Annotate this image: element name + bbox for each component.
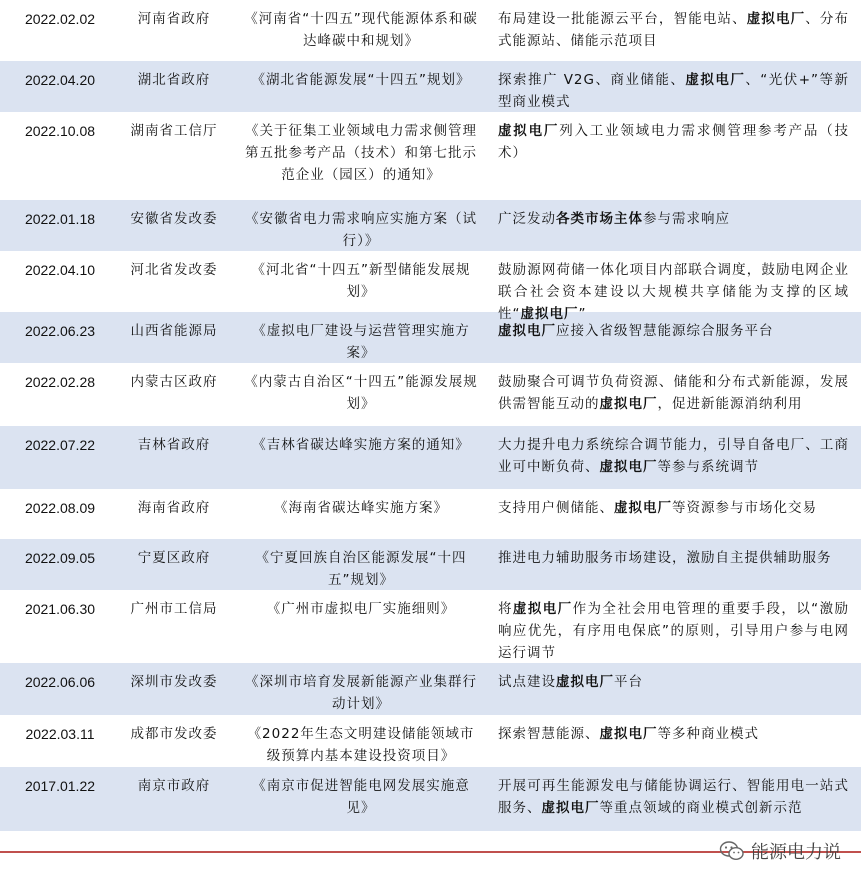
measure-text: 开展可再生能源发电与储能协调运行、智能用电一站式服务、 (498, 778, 849, 816)
measure-cell (490, 312, 861, 363)
date-cell: 2022.03.11 (25, 726, 95, 742)
document-cell: 《关于征集工业领域电力需求侧管理第五批参考产品（技术）和第七批示范企业（园区）的通知》 (245, 123, 477, 183)
date-cell: 2022.06.06 (24, 674, 96, 690)
measure-text: 参与需求响应 (643, 211, 730, 227)
highlight-text: 虚拟电厂 (685, 72, 746, 88)
measure-text: 鼓励源网荷储一体化项目内部联合调度，鼓励电网企业联合社会资本建设以大规模共享储能为支撑的区域性“ (498, 262, 849, 322)
highlight-text: 虚拟电厂 (498, 123, 560, 139)
measure-text: 、分布式能源站、储能示范项目 (498, 11, 850, 49)
document-cell: 《宁夏回族自治区能源发展“十四五”规划》 (255, 550, 467, 588)
document-cell: 《吉林省碳达峰实施方案的通知》 (252, 437, 470, 453)
issuer-cell: 吉林省政府 (137, 437, 211, 453)
measure-text: 等资源参与市场化交易 (672, 500, 817, 516)
measure-cell (490, 767, 861, 831)
issuer-cell: 河南省政府 (137, 11, 211, 27)
table-row (0, 312, 861, 363)
date-cell: 2022.01.18 (24, 211, 96, 227)
measure-text: 布局建设一批能源云平台，智能电站、 (498, 11, 747, 27)
date-cell: 2022.09.05 (24, 550, 96, 566)
measure-text: 、“光伏+”等新型商业模式 (498, 72, 850, 110)
issuer-cell: 南京市政府 (137, 778, 211, 794)
table-row (0, 767, 861, 831)
measure-cell (490, 112, 861, 200)
table-row (0, 715, 861, 767)
measure-text: 平台 (614, 674, 643, 690)
highlight-text: 虚拟电厂 (498, 323, 556, 339)
issuer-cell: 河北省发改委 (130, 262, 218, 278)
measure-cell (490, 715, 861, 767)
highlight-text: 虚拟电厂 (512, 601, 573, 617)
document-cell: 《南京市促进智能电网发展实施意见》 (252, 778, 470, 816)
issuer-cell: 深圳市发改委 (130, 674, 218, 690)
measure-cell (490, 590, 861, 663)
table-row (0, 663, 861, 715)
issuer-cell: 内蒙古区政府 (130, 374, 218, 390)
highlight-text: 虚拟电厂 (614, 500, 672, 516)
date-cell: 2022.02.02 (24, 11, 96, 27)
table-row (0, 200, 861, 251)
table-row (0, 61, 861, 112)
table-row (0, 363, 861, 426)
measure-text: 鼓励聚合可调节负荷资源、储能和分布式新能源，发展供需智能互动的 (498, 374, 849, 412)
measure-text: 广泛发动 (498, 211, 556, 227)
highlight-text: 虚拟电厂 (520, 306, 579, 322)
date-cell: 2021.06.30 (24, 601, 96, 617)
document-cell: 《2022年生态文明建设储能领域市级预算内基本建设投资项目》 (247, 726, 475, 764)
date-cell: 2022.04.10 (24, 262, 96, 278)
measure-text: ，促进新能源消纳利用 (657, 396, 803, 412)
measure-cell (490, 61, 861, 112)
date-cell: 2022.02.28 (24, 374, 96, 390)
document-cell: 《内蒙古自治区“十四五”能源发展规划》 (244, 374, 478, 412)
measure-text: ” (578, 306, 587, 322)
date-cell: 2022.08.09 (24, 500, 96, 516)
date-cell: 2022.06.23 (24, 323, 96, 339)
measure-cell (490, 539, 861, 590)
measure-text: 探索智慧能源、 (498, 726, 600, 742)
issuer-cell: 海南省政府 (137, 500, 211, 516)
measure-cell (490, 663, 861, 715)
measure-text: 作为全社会用电管理的重要手段，以“激励响应优先，有序用电保底”的原则，引导用户参与电网运行调节 (498, 601, 850, 661)
measure-cell (490, 363, 861, 426)
date-cell: 2017.01.22 (24, 778, 96, 794)
table-row (0, 489, 861, 539)
issuer-cell: 山西省能源局 (130, 323, 218, 339)
watermark-text: 能源电力说 (751, 842, 841, 863)
measure-text: 等参与系统调节 (657, 459, 759, 475)
date-cell: 2022.10.08 (24, 123, 96, 139)
issuer-cell: 安徽省发改委 (130, 211, 218, 227)
measure-text: 大力提升电力系统综合调节能力，引导自备电厂、工商业可中断负荷、 (498, 437, 849, 475)
document-cell: 《广州市虚拟电厂实施细则》 (266, 601, 456, 617)
issuer-cell: 湖北省政府 (137, 72, 211, 88)
measure-text: 支持用户侧储能、 (498, 500, 614, 516)
table-row (0, 426, 861, 489)
issuer-cell: 成都市发改委 (130, 726, 218, 742)
measure-cell (490, 251, 861, 322)
highlight-text: 虚拟电厂 (599, 459, 658, 475)
date-cell: 2022.07.22 (24, 437, 96, 453)
highlight-text: 虚拟电厂 (556, 674, 614, 690)
measure-cell (490, 426, 861, 489)
date-cell: 2022.04.20 (24, 72, 96, 88)
document-cell: 《河南省“十四五”现代能源体系和碳达峰碳中和规划》 (244, 11, 478, 49)
highlight-text: 虚拟电厂 (541, 800, 600, 816)
measure-text: 等重点领域的商业模式创新示范 (599, 800, 803, 816)
measure-cell (490, 200, 861, 251)
measure-text: 等多种商业模式 (657, 726, 759, 742)
table-row (0, 539, 861, 590)
measure-text: 探索推广 V2G、商业储能、 (498, 72, 686, 88)
document-cell: 《安徽省电力需求响应实施方案（试行）》 (245, 211, 477, 249)
document-cell: 《湖北省能源发展“十四五”规划》 (251, 72, 471, 88)
measure-text: 将 (498, 601, 513, 617)
watermark (719, 838, 841, 864)
measure-text: 应接入省级智慧能源综合服务平台 (556, 323, 774, 339)
highlight-text: 虚拟电厂 (599, 396, 658, 412)
table-row (0, 251, 861, 322)
measure-text: 推进电力辅助服务市场建设，激励自主提供辅助服务 (498, 550, 832, 566)
table-row (0, 0, 861, 61)
wechat-icon (719, 840, 745, 862)
highlight-text: 虚拟电厂 (746, 11, 806, 27)
measure-cell (490, 489, 861, 539)
highlight-text: 各类市场主体 (556, 211, 643, 227)
issuer-cell: 宁夏区政府 (137, 550, 211, 566)
document-cell: 《河北省“十四五”新型储能发展规划》 (251, 262, 471, 300)
issuer-cell: 湖南省工信厅 (130, 123, 218, 139)
document-cell: 《虚拟电厂建设与运营管理实施方案》 (252, 323, 470, 361)
highlight-text: 虚拟电厂 (599, 726, 658, 742)
table-row (0, 112, 861, 200)
issuer-cell: 广州市工信局 (130, 601, 218, 617)
measure-cell (490, 0, 861, 61)
measure-text: 试点建设 (498, 674, 556, 690)
measure-text: 列入工业领域电力需求侧管理参考产品（技术） (498, 123, 850, 161)
document-cell: 《海南省碳达峰实施方案》 (274, 500, 448, 516)
table-row (0, 590, 861, 663)
document-cell: 《深圳市培育发展新能源产业集群行动计划》 (245, 674, 477, 712)
